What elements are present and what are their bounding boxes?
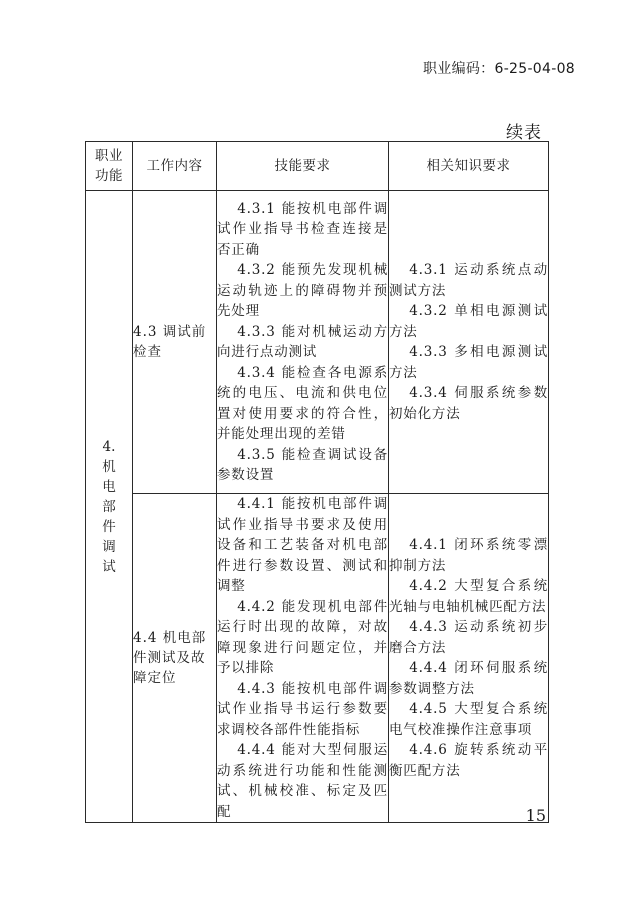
function-cell (86, 191, 133, 823)
knowledge-item: 4.4.6 旋转系统动平衡匹配方法 (389, 742, 548, 779)
function-char: 电 (102, 478, 116, 495)
function-char: 调 (102, 538, 116, 555)
continued-label: 续表 (506, 123, 542, 143)
table-row (86, 494, 549, 823)
knowledge-item: 4.3.4 伺服系统参数初始化方法 (389, 385, 548, 422)
function-char: 试 (102, 558, 116, 575)
skill-item: 4.4.3 能按机电部件调试作业指导书运行参数要求调校各部件性能指标 (217, 680, 388, 738)
occupation-code: 职业编码：6-25-04-08 (422, 61, 575, 77)
skill-item: 4.4.1 能按机电部件调试作业指导书要求及使用设备和工艺装备对机电部件进行参数设置、测试和调整 (217, 496, 388, 594)
skill-item: 4.3.3 能对机械运动方向进行点动测试 (217, 323, 388, 360)
header-content: 工作内容 (133, 142, 217, 191)
knowledge-item: 4.3.2 单相电源测试方法 (389, 303, 548, 340)
table-header-row (86, 142, 549, 191)
skill-cell (217, 494, 389, 823)
skill-item: 4.3.2 能预先发现机械运动轨迹上的障碍物并预先处理 (217, 262, 388, 319)
knowledge-item: 4.3.1 运动系统点动测试方法 (389, 262, 548, 299)
work-content-cell (133, 191, 217, 494)
function-char: 机 (102, 458, 116, 475)
knowledge-item: 4.4.3 运动系统初步磨合方法 (389, 619, 548, 656)
function-char: 件 (102, 518, 116, 535)
work-content-cell (133, 494, 217, 823)
work-content-text: 4.3 调试前检查 (133, 324, 207, 360)
knowledge-item: 4.4.5 大型复合系统电气校准操作注意事项 (389, 701, 548, 738)
skill-item: 4.3.1 能按机电部件调试作业指导书检查连接是否正确 (217, 200, 388, 258)
skill-item: 4.4.2 能发现机电部件运行时出现的故障，对故障现象进行问题定位，并予以排除 (217, 598, 388, 676)
knowledge-cell (389, 191, 549, 494)
function-char: 部 (102, 498, 116, 515)
header-knowledge: 相关知识要求 (389, 142, 549, 191)
work-content-text: 4.4 机电部件测试及故障定位 (133, 630, 207, 686)
page-number: 15 (525, 806, 546, 825)
knowledge-cell (389, 494, 549, 823)
skill-item: 4.3.5 能检查调试设备参数设置 (217, 446, 388, 483)
skill-item: 4.3.4 能检查各电源系统的电压、电流和供电位置对使用要求的符合性，并能处理出现的差错 (217, 364, 388, 442)
knowledge-item: 4.4.4 闭环伺服系统参数调整方法 (389, 660, 548, 697)
header-skill: 技能要求 (217, 142, 389, 191)
skill-cell (217, 191, 389, 494)
table-row (86, 191, 549, 494)
knowledge-item: 4.3.3 多相电源测试方法 (389, 344, 548, 381)
knowledge-item: 4.4.2 大型复合系统光轴与电轴机械匹配方法 (389, 578, 548, 615)
skill-item: 4.4.4 能对大型伺服运动系统进行功能和性能测试、机械校准、标定及匹配 (217, 742, 388, 820)
header-function: 职业 功能 (86, 142, 133, 191)
knowledge-item: 4.4.1 闭环系统零漂抑制方法 (389, 537, 548, 574)
skills-table (85, 141, 549, 823)
function-number: 4. (102, 438, 116, 455)
